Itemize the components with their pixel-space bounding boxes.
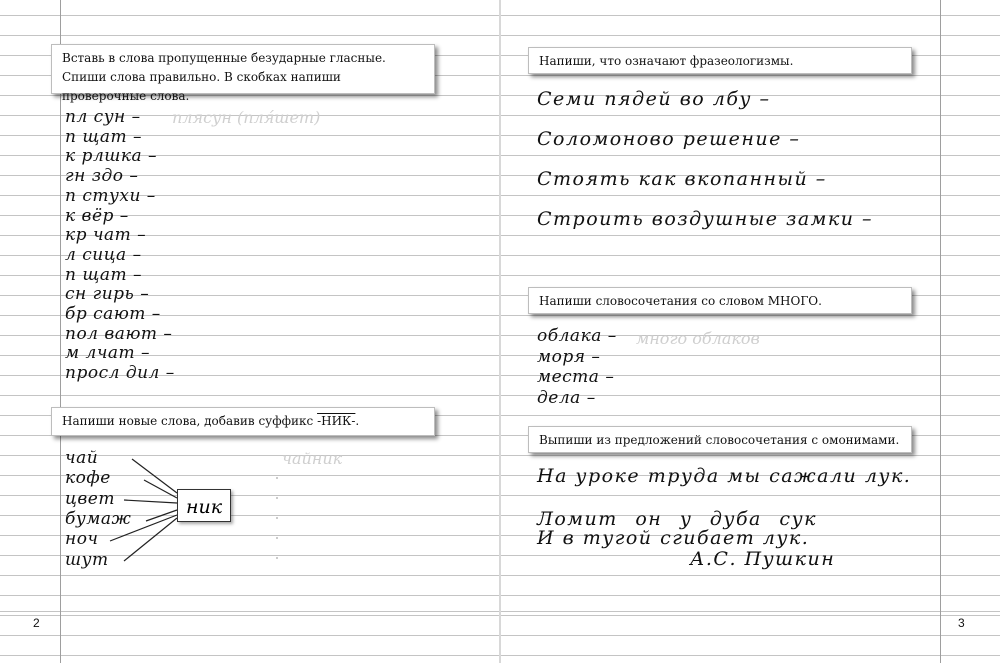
task5-poem-line1: Ломит он у дуба сук (537, 508, 817, 530)
task3-phrases-item: Семи пядей во лбу – (537, 88, 771, 110)
task2-words-item: бумаж (65, 508, 132, 529)
task4-words-item: облака – (537, 326, 617, 346)
task2-words-item: цвет (65, 488, 115, 509)
task2-text: Напиши новые слова, добавив суффикс (62, 414, 318, 428)
connector-line (110, 515, 177, 541)
connector-line (124, 500, 177, 503)
task4-words-item: места – (537, 367, 615, 387)
task2-words-item: ноч (65, 529, 99, 550)
task5-box (528, 426, 912, 453)
task3-phrases-item: Соломоново решение – (537, 128, 801, 150)
task1-example: плясун (пля́шет) (172, 108, 321, 127)
task1-words-item: к вёр – (65, 205, 129, 226)
task1-text: Вставь в слова пропущенные безударные гласные. Спиши слова правильно. В скобках напиши проверочные слова. (62, 51, 386, 103)
task1-words-item: м лчат – (65, 343, 151, 364)
dot-guide (276, 497, 278, 499)
task2-suffix: -НИК- (317, 414, 356, 428)
connector-line (132, 459, 177, 493)
suffix-box-label: ник (185, 496, 223, 518)
task1-words-item: к рлшка – (65, 146, 158, 167)
task3-box (528, 47, 912, 74)
task4-example: много облаков (636, 329, 760, 348)
dot-guide (276, 517, 278, 519)
dot-guide (276, 557, 278, 559)
task2-example: чайник (282, 449, 343, 468)
connector-line (146, 510, 177, 521)
task3-text: Напиши, что означают фразеологизмы. (539, 54, 794, 68)
task1-words-item: п стухи – (65, 185, 156, 206)
task3-phrases-item: Стоять как вкопанный – (537, 168, 827, 190)
task2-words-item: чай (65, 448, 99, 468)
page-number-left: 2 (33, 616, 40, 630)
page-number-right: 3 (958, 616, 965, 630)
task1-words-item: гн здо – (65, 166, 139, 187)
task1-words-item: п щат – (65, 264, 143, 285)
task5-text: Выпиши из предложений словосочетания с омонимами. (539, 433, 900, 447)
task1-words-item: л сица – (65, 244, 142, 265)
task4-text: Напиши словосочетания со словом МНОГО. (539, 294, 822, 308)
task1-words-item: пл сун – (65, 107, 141, 127)
task1-words-item: просл дил – (65, 363, 175, 384)
task5-author: А.С. Пушкин (690, 548, 836, 570)
task3-phrases-item: Строить воздушные замки – (537, 208, 874, 230)
dot-guide (276, 537, 278, 539)
task1-words-item: кр чат – (65, 225, 147, 246)
task2-words-item: шут (65, 549, 109, 570)
task1-words-item: сн гирь – (65, 284, 150, 305)
task2-words-item: кофе (65, 468, 111, 489)
task5-poem-line2: И в тугой сгибает лук. (537, 527, 810, 549)
suffix-box (177, 489, 231, 522)
task5-sentence: На уроке труда мы сажали лук. (537, 465, 912, 487)
task2-text-end: . (355, 414, 360, 428)
connector-line (124, 518, 177, 561)
task4-words-item: дела – (537, 387, 596, 408)
task1-words-item: бр сают – (65, 304, 161, 324)
dot-guide (276, 477, 278, 479)
task4-box (528, 287, 912, 314)
task4-words-item: моря – (537, 346, 601, 367)
task1-words-item: пол вают – (65, 323, 173, 344)
task1-words-item: п щат – (65, 126, 143, 147)
